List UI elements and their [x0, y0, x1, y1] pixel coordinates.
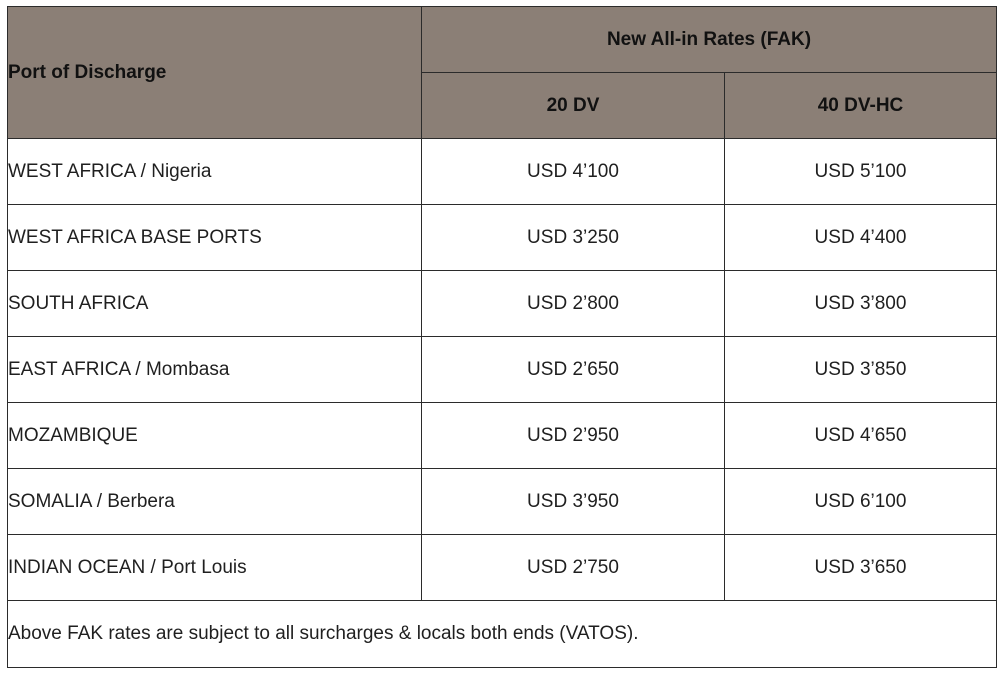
port-cell: WEST AFRICA BASE PORTS — [8, 205, 422, 271]
port-cell: INDIAN OCEAN / Port Louis — [8, 535, 422, 601]
table-row — [8, 469, 997, 535]
rate-40dvhc-cell: USD 3’850 — [725, 337, 997, 403]
rate-40dvhc-cell: USD 3’650 — [725, 535, 997, 601]
rate-20dv-cell: USD 2’650 — [422, 337, 725, 403]
table-row — [8, 337, 997, 403]
table-row — [8, 535, 997, 601]
all-in-rates-header: New All-in Rates (FAK) — [422, 7, 997, 73]
rates-body — [8, 139, 997, 668]
col-20dv-header: 20 DV — [422, 73, 725, 139]
surcharges-note: Above FAK rates are subject to all surcharges & locals both ends (VATOS). — [8, 601, 997, 668]
table-row — [8, 271, 997, 337]
table-row — [8, 139, 997, 205]
rate-20dv-cell: USD 3’250 — [422, 205, 725, 271]
rate-20dv-cell: USD 3’950 — [422, 469, 725, 535]
port-cell: EAST AFRICA / Mombasa — [8, 337, 422, 403]
port-cell: WEST AFRICA / Nigeria — [8, 139, 422, 205]
port-of-discharge-header: Port of Discharge — [8, 7, 422, 139]
rate-40dvhc-cell: USD 4’400 — [725, 205, 997, 271]
rate-20dv-cell: USD 2’750 — [422, 535, 725, 601]
port-cell: MOZAMBIQUE — [8, 403, 422, 469]
note-row — [8, 601, 997, 668]
rate-40dvhc-cell: USD 4’650 — [725, 403, 997, 469]
col-40dvhc-header: 40 DV-HC — [725, 73, 997, 139]
table-row — [8, 205, 997, 271]
port-cell: SOMALIA / Berbera — [8, 469, 422, 535]
port-cell: SOUTH AFRICA — [8, 271, 422, 337]
rate-40dvhc-cell: USD 3’800 — [725, 271, 997, 337]
rate-40dvhc-cell: USD 6’100 — [725, 469, 997, 535]
rate-20dv-cell: USD 2’800 — [422, 271, 725, 337]
rates-table — [7, 6, 997, 668]
rate-40dvhc-cell: USD 5’100 — [725, 139, 997, 205]
rate-20dv-cell: USD 2’950 — [422, 403, 725, 469]
table-row — [8, 403, 997, 469]
rate-20dv-cell: USD 4’100 — [422, 139, 725, 205]
header-row-top — [8, 7, 997, 73]
